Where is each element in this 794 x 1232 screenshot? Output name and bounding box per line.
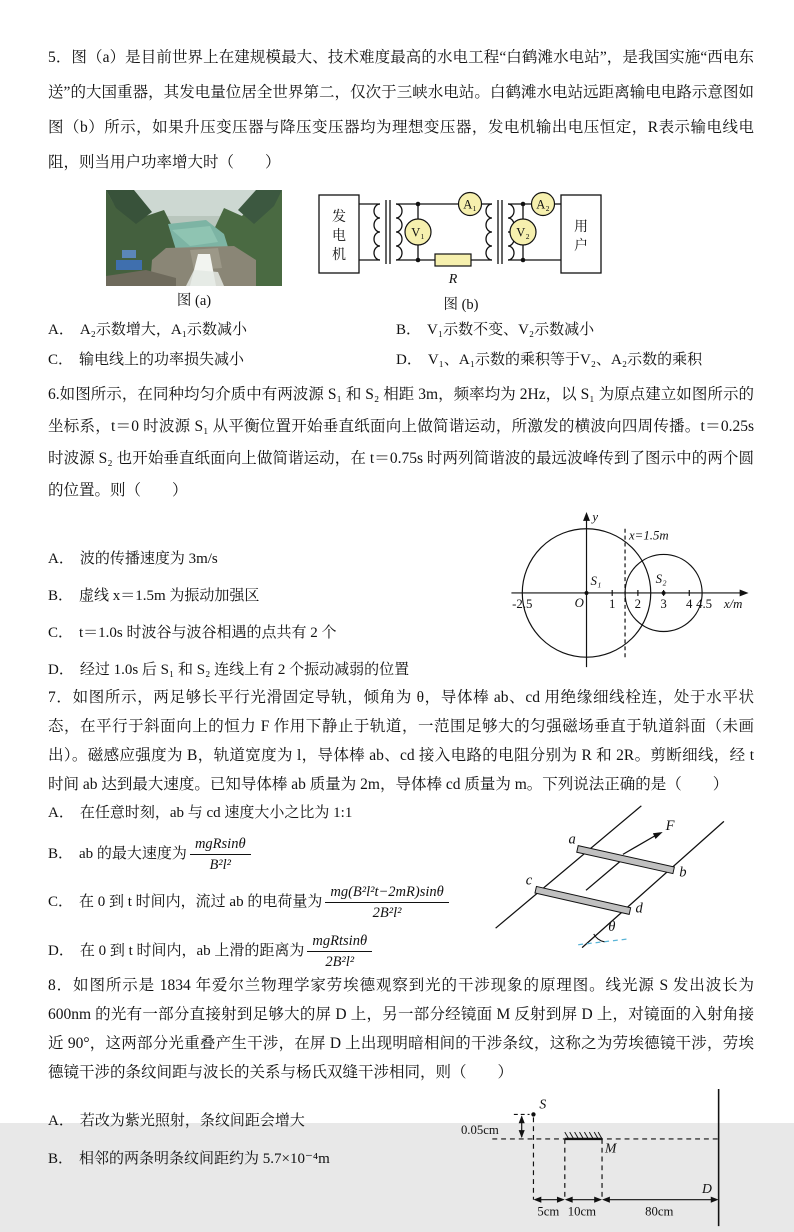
- hydropower-photo: [106, 190, 282, 286]
- screen-label: D: [701, 1180, 712, 1196]
- light-source-label: S: [539, 1096, 547, 1112]
- q5-option-c: C． 输电线上的功率损失减小: [48, 352, 245, 368]
- q7-options: [48, 801, 478, 971]
- q6-wave-diagram: [504, 507, 754, 673]
- incline-angle-label: θ: [608, 919, 616, 936]
- generator-label: 发: [332, 210, 346, 225]
- q6-options: [48, 547, 498, 683]
- svg-text:2: 2: [634, 596, 642, 611]
- figure-b: [316, 190, 606, 314]
- distance-1-label: 5cm: [537, 1204, 560, 1219]
- q8-text: 8．如图所示是 1834 年爱尔兰物理学家劳埃德观察到光的干涉现象的原理图。线光源 S 发出波长为 600nm 的光有一部分直接射到足够大的屏 D 上，另一部分经镜面 M 反射到屏 D 上，对镜面的入射角接近 90°，这两部分光重叠产生干涉，在屏 D 上出现明暗相间的干涉条纹，这称之为劳埃德镜干涉，劳埃德镜干涉的条纹间距与波长的关系与杨氏双缝干涉相同，则（ ）: [48, 976, 754, 1081]
- distance-2-label: 10cm: [567, 1204, 597, 1219]
- transmission-circuit: [316, 190, 606, 290]
- question-6: [48, 379, 754, 683]
- q6-option-b: B． 虚线 x＝1.5m 为振动加强区: [48, 588, 260, 604]
- x-axis-label: x/m: [723, 596, 743, 611]
- svg-text:1: 1: [608, 596, 616, 611]
- ammeter-2-label: A₂: [536, 197, 550, 212]
- question-5: [48, 40, 754, 373]
- rod-end-a-label: a: [568, 831, 576, 848]
- y-axis-label: y: [592, 509, 599, 524]
- q7-option-d: D． 在 0 到 t 时间内，ab 上滑的距离为 $\frac{\text{mgRtsinθ}}{\text{2B²l²}}$: [48, 932, 478, 971]
- voltmeter-2-label: V₂: [516, 225, 530, 240]
- q6-option-d: D． 经过 1.0s 后 S₁ 和 S₂ 连线上有 2 个振动减弱的位置: [48, 662, 410, 678]
- figure-a: [106, 190, 282, 310]
- q5-text: 5．图（a）是目前世界上在建规模最大、技术难度最高的水电工程“白鹤滩水电站”，是我国实施“西电东送”的大国重器，其发电量位居全世界第二，仅次于三峡水电站。白鹤滩水电站远距离输电电路示意图如图（b）所示，如果升压变压器与降压变压器均为理想变压器，发电机输出电压恒定，R表示输电线电阻，则当用户功率增大时（ ）: [48, 49, 754, 171]
- voltmeter-1-label: V₁: [411, 225, 425, 240]
- q8-body: [48, 1087, 754, 1232]
- mirror-label: M: [604, 1140, 617, 1156]
- figure-a-caption: 图 (a): [176, 293, 212, 309]
- q6-option-a: A． 波的传播速度为 3m/s: [48, 551, 218, 567]
- rod-end-c-label: c: [525, 872, 533, 889]
- question-7: [48, 683, 754, 971]
- line-resistance-label: R: [448, 272, 458, 287]
- x-tick-labels: [512, 597, 712, 611]
- q7-option-a: A． 在任意时刻，ab 与 cd 速度大小之比为 1:1: [48, 805, 353, 821]
- svg-text:户: 户: [574, 239, 588, 254]
- q5-option-d: D． V₁、A₁示数的乘积等于V₂、A₂示数的乘积: [396, 352, 703, 368]
- ammeter-1-label: A₁: [463, 197, 477, 212]
- source-height-label: 0.05cm: [460, 1122, 499, 1137]
- svg-text:4: 4: [686, 596, 693, 611]
- q6-option-c: C． t＝1.0s 时波谷与波谷相遇的点共有 2 个: [48, 625, 337, 641]
- q5-option-a: A． A₂示数增大，A₁示数减小: [48, 322, 247, 338]
- question-8: [48, 971, 754, 1232]
- dashed-line-label: x=1.5m: [629, 528, 669, 543]
- source-1-label: S₁: [590, 574, 602, 589]
- svg-text:电: 电: [332, 229, 346, 244]
- q6-text: 6.如图所示，在同种均匀介质中有两波源 S₁ 和 S₂ 相距 3m，频率均为 2Hz，以 S₁ 为原点建立如图所示的坐标系，t＝0 时波源 S₁ 从平衡位置开始垂直纸面向上做简谐运动，所激发的横波向四周传播。t＝0.25s 时波源 S₂ 也开始垂直纸面向上做简谐运动，在 t＝0.75s 时两列简谐波的最远波峰传到了图示中的两个圆的位置。则（ ）: [48, 386, 754, 499]
- origin-label: O: [574, 595, 584, 610]
- svg-text:机: 机: [332, 248, 346, 263]
- source-2-label: S₂: [655, 572, 667, 587]
- svg-text:-2.5: -2.5: [512, 596, 533, 611]
- q8-options: [48, 1109, 448, 1172]
- q8-option-a: A． 若改为紫光照射，条纹间距会增大: [48, 1112, 305, 1129]
- q7-option-c: C． 在 0 到 t 时间内，流过 ab 的电荷量为 $\frac{\text{mg(B²l²t−2mR)sinθ}}{\text{2B²l²}}$: [48, 883, 478, 922]
- figure-b-caption: 图 (b): [443, 297, 479, 313]
- q7-text: 7．如图所示，两足够长平行光滑固定导轨，倾角为 θ，导体棒 ab、cd 用绝缘细线栓连，处于水平状态，在平行于斜面向上的恒力 F 作用下静止于轨道，一范围足够大的匀强磁场垂直于轨道斜面（未画出）。磁感应强度为 B，轨道宽度为 l，导体棒 ab、cd 接入电路的电阻分别为 R 和 2R。剪断细线，经 t 时间 ab 达到最大速度。已知导体棒 ab 质量为 2m，导体棒 cd 质量为 m。下列说法正确的是（ ）: [48, 689, 754, 793]
- rod-end-b-label: b: [679, 864, 687, 881]
- q5-option-b: B． V₁示数不变、V₂示数减小: [396, 322, 595, 338]
- force-label: F: [665, 818, 675, 835]
- q7-option-b: B． ab 的最大速度为 $\frac{\text{mgRsinθ}}{\text{B²l²}}$: [48, 835, 478, 874]
- q7-body: [48, 799, 754, 971]
- distance-3-label: 80cm: [645, 1204, 674, 1219]
- svg-text:4.5: 4.5: [696, 596, 713, 611]
- q5-figures: [106, 190, 754, 314]
- rod-end-d-label: d: [635, 900, 643, 917]
- q8-option-b: B． 相邻的两条明条纹间距约为 5.7×10⁻⁴m: [48, 1150, 330, 1167]
- q6-body: [48, 507, 754, 683]
- q7-inclined-rails-diagram: [484, 799, 754, 969]
- svg-text:3: 3: [660, 596, 667, 611]
- q5-options: [48, 318, 754, 373]
- q8-lloyds-mirror-diagram: [454, 1087, 754, 1232]
- user-label: 用: [574, 220, 588, 235]
